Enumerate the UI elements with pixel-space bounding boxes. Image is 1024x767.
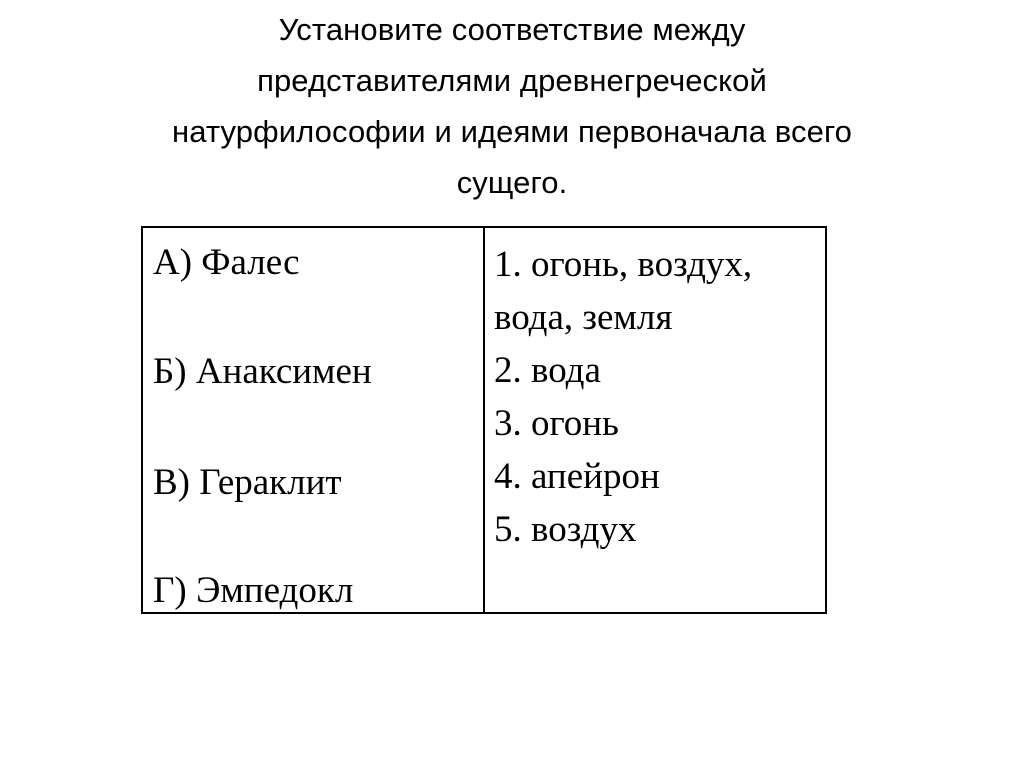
thinker-item: В) Гераклит — [153, 462, 342, 503]
option-item: вода, земля — [494, 297, 673, 338]
thinkers-column — [143, 228, 485, 612]
title-line: сущего. — [456, 165, 568, 200]
thinker-item: Б) Анаксимен — [153, 351, 372, 392]
option-item: 4. апейрон — [494, 456, 660, 497]
thinker-item: Г) Эмпедокл — [153, 570, 354, 611]
matching-table — [141, 226, 827, 614]
title-line: представителями древнегреческой — [257, 63, 767, 98]
slide-title — [50, 4, 974, 208]
title-line: Установите соответствие между — [278, 12, 746, 47]
option-item: 2. вода — [494, 350, 601, 391]
options-column — [485, 228, 825, 612]
thinker-item: А) Фалес — [153, 242, 300, 283]
option-item: 1. огонь, воздух, — [494, 244, 753, 285]
option-item: 3. огонь — [494, 403, 619, 444]
title-line: натурфилософии и идеями первоначала всего — [171, 114, 853, 149]
option-item: 5. воздух — [494, 509, 637, 550]
